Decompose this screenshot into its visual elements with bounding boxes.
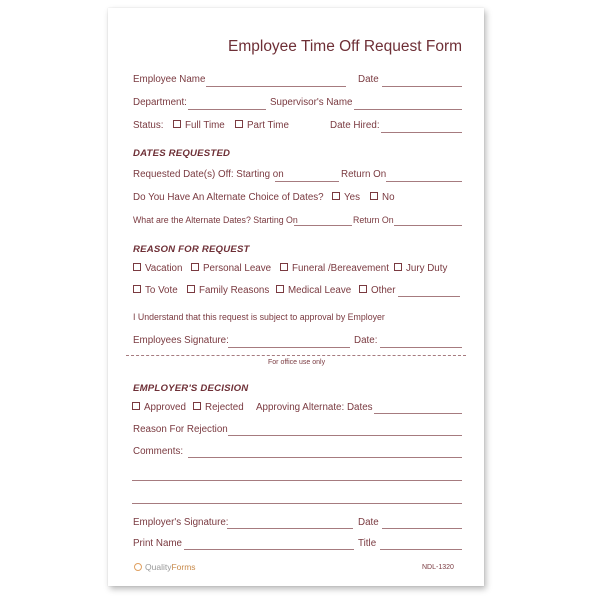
approved-label: Approved xyxy=(144,402,186,413)
checkbox-icon xyxy=(332,192,340,200)
checkbox-icon xyxy=(280,263,288,271)
family-reasons-checkbox[interactable] xyxy=(187,285,269,296)
signature-date-label: Date: xyxy=(354,335,378,346)
form-code: NDL-1320 xyxy=(422,564,454,571)
no-label: No xyxy=(382,192,395,203)
alternate-dates-label: What are the Alternate Dates? Starting On xyxy=(133,215,298,225)
medical-leave-label: Medical Leave xyxy=(288,285,352,296)
other-field[interactable] xyxy=(398,296,460,297)
checkbox-icon xyxy=(132,402,140,410)
dates-requested-heading: DATES REQUESTED xyxy=(133,148,231,159)
full-time-label: Full Time xyxy=(185,120,225,131)
date-hired-field[interactable] xyxy=(381,132,462,133)
employer-signature-label: Employer's Signature: xyxy=(133,517,229,528)
vacation-label: Vacation xyxy=(145,263,183,274)
status-label: Status: xyxy=(133,120,164,131)
alternate-no-checkbox[interactable] xyxy=(370,192,395,203)
return-on-field[interactable] xyxy=(386,181,462,182)
logo-quality-text: Quality xyxy=(145,562,172,572)
form-page xyxy=(108,8,484,586)
cut-line xyxy=(126,355,466,356)
employer-signature-field[interactable] xyxy=(227,528,353,529)
family-reasons-label: Family Reasons xyxy=(199,285,270,296)
vacation-checkbox[interactable] xyxy=(133,263,182,274)
print-name-field[interactable] xyxy=(184,549,354,550)
comments-label: Comments: xyxy=(133,446,184,457)
employee-signature-field[interactable] xyxy=(228,347,350,348)
alt-return-on-label: Return On xyxy=(353,215,394,225)
approving-alternate-field[interactable] xyxy=(374,413,462,414)
approved-checkbox[interactable] xyxy=(132,402,186,413)
checkbox-icon xyxy=(193,402,201,410)
employer-date-label: Date xyxy=(358,517,379,528)
quality-forms-logo xyxy=(134,562,196,572)
personal-leave-label: Personal Leave xyxy=(203,263,272,274)
jury-duty-checkbox[interactable] xyxy=(394,263,447,274)
decision-heading: EMPLOYER'S DECISION xyxy=(133,383,249,394)
other-checkbox[interactable] xyxy=(359,285,396,296)
title-field[interactable] xyxy=(380,549,462,550)
return-on-label: Return On xyxy=(341,169,387,180)
date-hired-label: Date Hired: xyxy=(330,120,380,131)
logo-forms-text: Forms xyxy=(171,562,196,572)
title-label: Title xyxy=(358,538,377,549)
yes-label: Yes xyxy=(344,192,360,203)
funeral-checkbox[interactable] xyxy=(280,263,389,274)
rejected-label: Rejected xyxy=(205,402,244,413)
supervisor-label: Supervisor's Name xyxy=(270,97,353,108)
jury-duty-label: Jury Duty xyxy=(406,263,448,274)
department-label: Department: xyxy=(133,97,187,108)
employee-name-field[interactable] xyxy=(206,86,346,87)
comments-field-line-1[interactable] xyxy=(188,457,462,458)
to-vote-checkbox[interactable] xyxy=(133,285,178,296)
checkbox-icon xyxy=(235,120,243,128)
logo-icon xyxy=(134,563,142,571)
requested-off-label: Requested Date(s) Off: Starting on xyxy=(133,169,284,180)
date-label: Date xyxy=(358,74,379,85)
understand-statement: I Understand that this request is subject to approval by Employer xyxy=(133,312,385,322)
checkbox-icon xyxy=(133,263,141,271)
part-time-label: Part Time xyxy=(247,120,289,131)
to-vote-label: To Vote xyxy=(145,285,178,296)
alt-return-on-field[interactable] xyxy=(394,225,462,226)
checkbox-icon xyxy=(191,263,199,271)
employee-name-label: Employee Name xyxy=(133,74,206,85)
part-time-checkbox[interactable] xyxy=(235,120,289,131)
print-name-label: Print Name xyxy=(133,538,182,549)
date-field[interactable] xyxy=(382,86,462,87)
checkbox-icon xyxy=(187,285,195,293)
checkbox-icon xyxy=(133,285,141,293)
checkbox-icon xyxy=(276,285,284,293)
reason-rejection-label: Reason For Rejection xyxy=(133,424,228,435)
alt-starting-on-field[interactable] xyxy=(294,225,352,226)
medical-leave-checkbox[interactable] xyxy=(276,285,351,296)
supervisor-field[interactable] xyxy=(354,109,462,110)
comments-field-line-3[interactable] xyxy=(132,503,462,504)
funeral-label: Funeral /Bereavement xyxy=(292,263,389,274)
comments-field-line-2[interactable] xyxy=(132,480,462,481)
alternate-yes-checkbox[interactable] xyxy=(332,192,360,203)
page-title: Employee Time Off Request Form xyxy=(228,38,463,55)
reason-heading: REASON FOR REQUEST xyxy=(133,244,250,255)
reason-rejection-field[interactable] xyxy=(228,435,462,436)
rejected-checkbox[interactable] xyxy=(193,402,244,413)
alternate-question-label: Do You Have An Alternate Choice of Dates? xyxy=(133,192,324,203)
office-use-label: For office use only xyxy=(268,359,326,366)
personal-leave-checkbox[interactable] xyxy=(191,263,271,274)
approving-alternate-label: Approving Alternate: Dates xyxy=(256,402,373,413)
starting-on-field[interactable] xyxy=(275,181,339,182)
checkbox-icon xyxy=(370,192,378,200)
department-field[interactable] xyxy=(188,109,266,110)
employer-date-field[interactable] xyxy=(382,528,462,529)
signature-date-field[interactable] xyxy=(380,347,462,348)
checkbox-icon xyxy=(394,263,402,271)
checkbox-icon xyxy=(359,285,367,293)
full-time-checkbox[interactable] xyxy=(173,120,225,131)
employee-signature-label: Employees Signature: xyxy=(133,335,229,346)
checkbox-icon xyxy=(173,120,181,128)
other-label: Other xyxy=(371,285,396,296)
